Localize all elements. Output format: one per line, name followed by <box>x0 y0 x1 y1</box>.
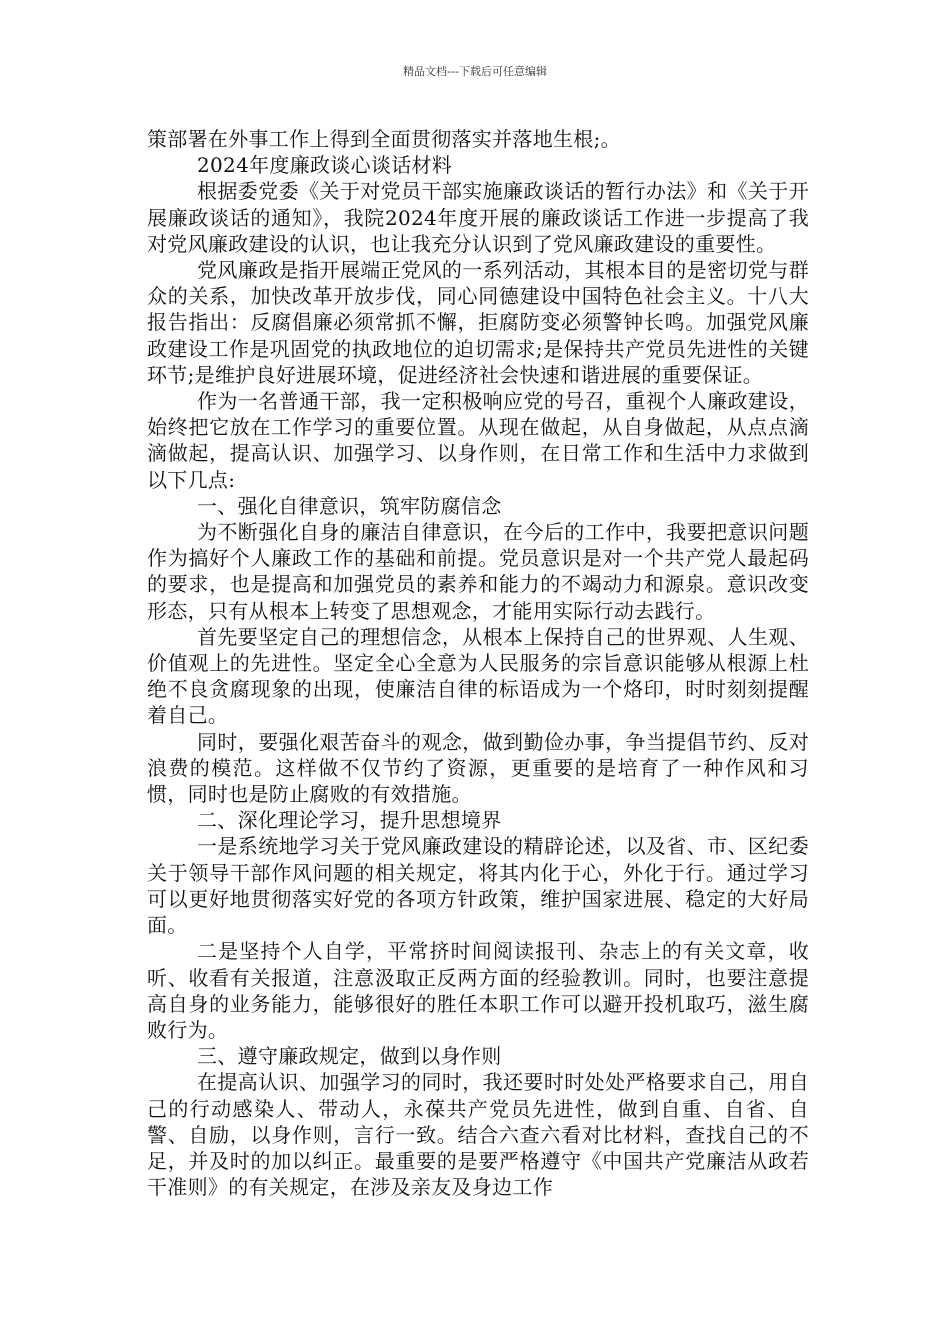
body-paragraph: 为不断强化自身的廉洁自律意识，在今后的工作中，我要把意识问题作为搞好个人廉政工作的基础和前提。党员意识是对一个共产党人最起码的要求，也是提高和加强党员的素养和能力的不竭动力和源泉。意识改变形态，只有从根本上转变了思想观念，才能用实际行动去践行。 <box>147 520 809 623</box>
body-paragraph: 同时，要强化艰苦奋斗的观念，做到勤俭办事，争当提倡节约、反对浪费的模范。这样做不仅节约了资源，更重要的是培育了一种作风和习惯，同时也是防止腐败的有效措施。 <box>147 729 809 807</box>
continuation-paragraph: 策部署在外事工作上得到全面贯彻落实并落地生根;。 <box>147 127 621 151</box>
body-paragraph: 党风廉政是指开展端正党风的一系列活动，其根本目的是密切党与群众的关系，加快改革开放步伐，同心同德建设中国特色社会主义。十八大报告指出：反腐倡廉必须常抓不懈，拒腐防变必须警钟长鸣。加强党风廉政建设工作是巩固党的执政地位的迫切需求;是保持共产党员先进性的关键环节;是维护良好进展环境，促进经济社会快速和谐进展的重要保证。 <box>147 258 809 387</box>
section-heading: 二、深化理论学习，提升思想境界 <box>197 808 502 833</box>
body-paragraph: 一是系统地学习关于党风廉政建设的精辟论述，以及省、市、区纪委关于领导干部作风问题的相关规定，将其内化于心，外化于行。通过学习可以更好地贯彻落实好党的各项方针政策，维护国家进展、稳定的大好局面。 <box>147 834 809 938</box>
body-paragraph: 在提高认识、加强学习的同时，我还要时时处处严格要求自己，用自己的行动感染人、带动人，永葆共产党员先进性，做到自重、自省、自警、自励，以身作则，言行一致。结合六查六看对比材料，查找自己的不足，并及时的加以纠正。最重要的是要严格遵守《中国共产党廉洁从政若干准则》的有关规定，在涉及亲友及身边工作 <box>147 1070 809 1200</box>
document-body <box>147 126 809 1200</box>
body-paragraph: 二是坚持个人自学，平常挤时间阅读报刊、杂志上的有关文章，收听、收看有关报道，注意汲取正反两方面的经验教训。同时，也要注意提高自身的业务能力，能够很好的胜任本职工作可以避开投机取巧，滋生腐败行为。 <box>147 939 809 1042</box>
body-paragraph: 作为一名普通干部，我一定积极响应党的号召，重视个人廉政建设，始终把它放在工作学习的重要位置。从现在做起，从自身做起，从点点滴滴做起，提高认识、加强学习、以身作则，在日常工作和生活中力求做到以下几点: <box>147 389 809 492</box>
page-header: 精品文档---下载后可任意编辑 <box>403 65 547 78</box>
section-heading: 一、强化自律意识，筑牢防腐信念 <box>197 493 502 518</box>
document-title: 2024年度廉政谈心谈话材料 <box>197 153 453 178</box>
body-paragraph: 首先要坚定自己的理想信念，从根本上保持自己的世界观、人生观、价值观上的先进性。坚定全心全意为人民服务的宗旨意识能够从根源上杜绝不良贪腐现象的出现，使廉洁自律的标语成为一个烙印，时时刻刻提醒着自己。 <box>147 624 809 728</box>
body-paragraph: 根据委党委《关于对党员干部实施廉政谈话的暂行办法》和《关于开展廉政谈话的通知》，我院2024年度开展的廉政谈话工作进一步提高了我对党风廉政建设的认识，也让我充分认识到了党风廉政建设的重要性。 <box>147 179 809 256</box>
section-heading: 三、遵守廉政规定，做到以身作则 <box>197 1044 502 1069</box>
